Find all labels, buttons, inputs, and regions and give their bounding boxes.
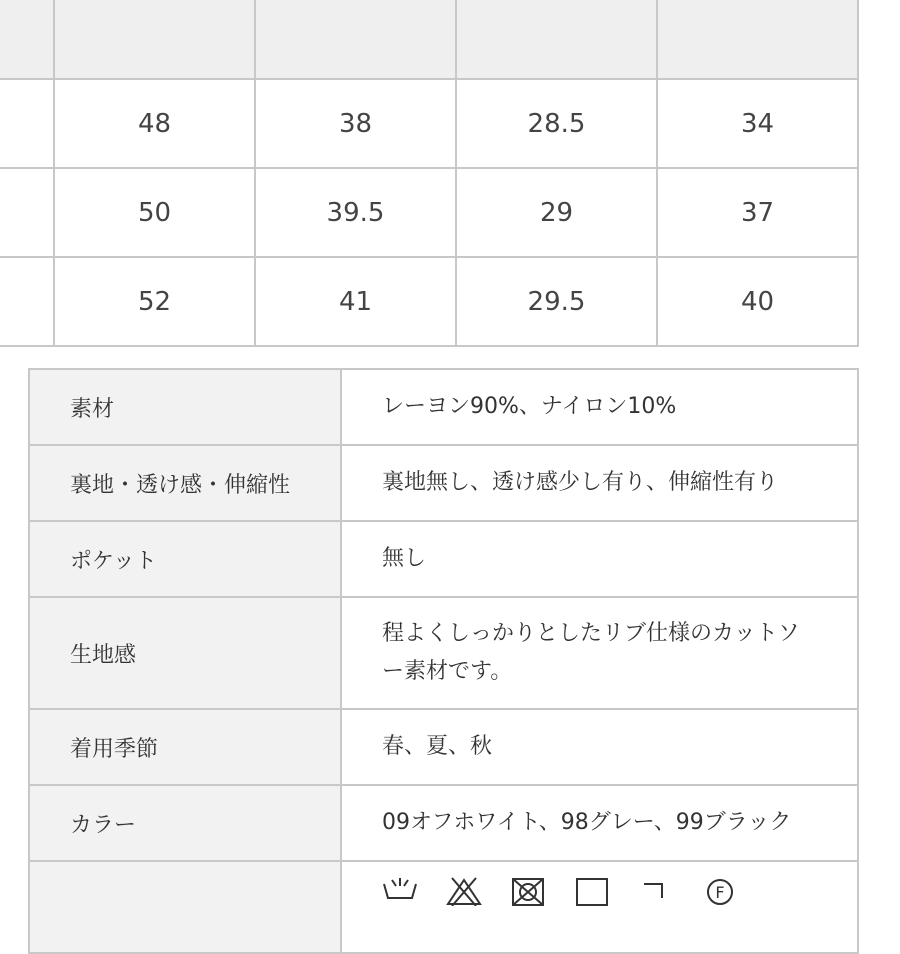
size-label-cell	[0, 257, 54, 346]
size-cell: 28.5	[456, 79, 657, 168]
size-cell: 50	[54, 168, 255, 257]
size-cell: 41	[255, 257, 456, 346]
spec-value	[341, 861, 858, 953]
size-label-cell	[0, 79, 54, 168]
size-cell: 29.5	[456, 257, 657, 346]
size-cell: 38	[255, 79, 456, 168]
spec-value: レーヨン90%、ナイロン10%	[341, 369, 858, 445]
size-header-cell	[657, 0, 858, 79]
spec-table	[28, 368, 859, 954]
spec-row-material	[29, 369, 858, 445]
spec-label	[29, 861, 341, 953]
no-bleach-icon	[446, 876, 482, 906]
no-tumble-dry-icon	[510, 876, 546, 906]
iron-icon	[638, 876, 674, 906]
spec-row-fabric	[29, 597, 858, 709]
size-label-cell	[0, 168, 54, 257]
spec-value: 裏地無し、透け感少し有り、伸縮性有り	[341, 445, 858, 521]
line-dry-icon	[574, 876, 610, 906]
table-row	[0, 168, 858, 257]
spec-label: ポケット	[29, 521, 341, 597]
hand-wash-icon	[382, 876, 418, 906]
size-cell: 39.5	[255, 168, 456, 257]
size-cell: 34	[657, 79, 858, 168]
size-header-cell	[54, 0, 255, 79]
spec-row-lining	[29, 445, 858, 521]
table-row	[0, 257, 858, 346]
size-table	[0, 0, 859, 347]
spec-label: 生地感	[29, 597, 341, 709]
spec-label: 素材	[29, 369, 341, 445]
size-table-header-row	[0, 0, 858, 79]
spec-row-season	[29, 709, 858, 785]
spec-value: 無し	[341, 521, 858, 597]
size-cell: 48	[54, 79, 255, 168]
spec-row-pocket	[29, 521, 858, 597]
spec-label: カラー	[29, 785, 341, 861]
spec-row-color	[29, 785, 858, 861]
size-cell: 37	[657, 168, 858, 257]
size-cell: 52	[54, 257, 255, 346]
spec-value: 09オフホワイト、98グレー、99ブラック	[341, 785, 858, 861]
care-icons	[382, 862, 817, 906]
dry-clean-letter: F	[715, 883, 725, 902]
spec-label: 着用季節	[29, 709, 341, 785]
dry-clean-icon	[702, 876, 738, 906]
size-cell: 29	[456, 168, 657, 257]
table-row	[0, 79, 858, 168]
spec-value: 春、夏、秋	[341, 709, 858, 785]
spec-label: 裏地・透け感・伸縮性	[29, 445, 341, 521]
spec-value: 程よくしっかりとしたリブ仕様のカットソー素材です。	[341, 597, 858, 709]
spec-row-care	[29, 861, 858, 953]
size-cell: 40	[657, 257, 858, 346]
size-header-cell	[255, 0, 456, 79]
size-header-cell	[456, 0, 657, 79]
size-header-cell	[0, 0, 54, 79]
